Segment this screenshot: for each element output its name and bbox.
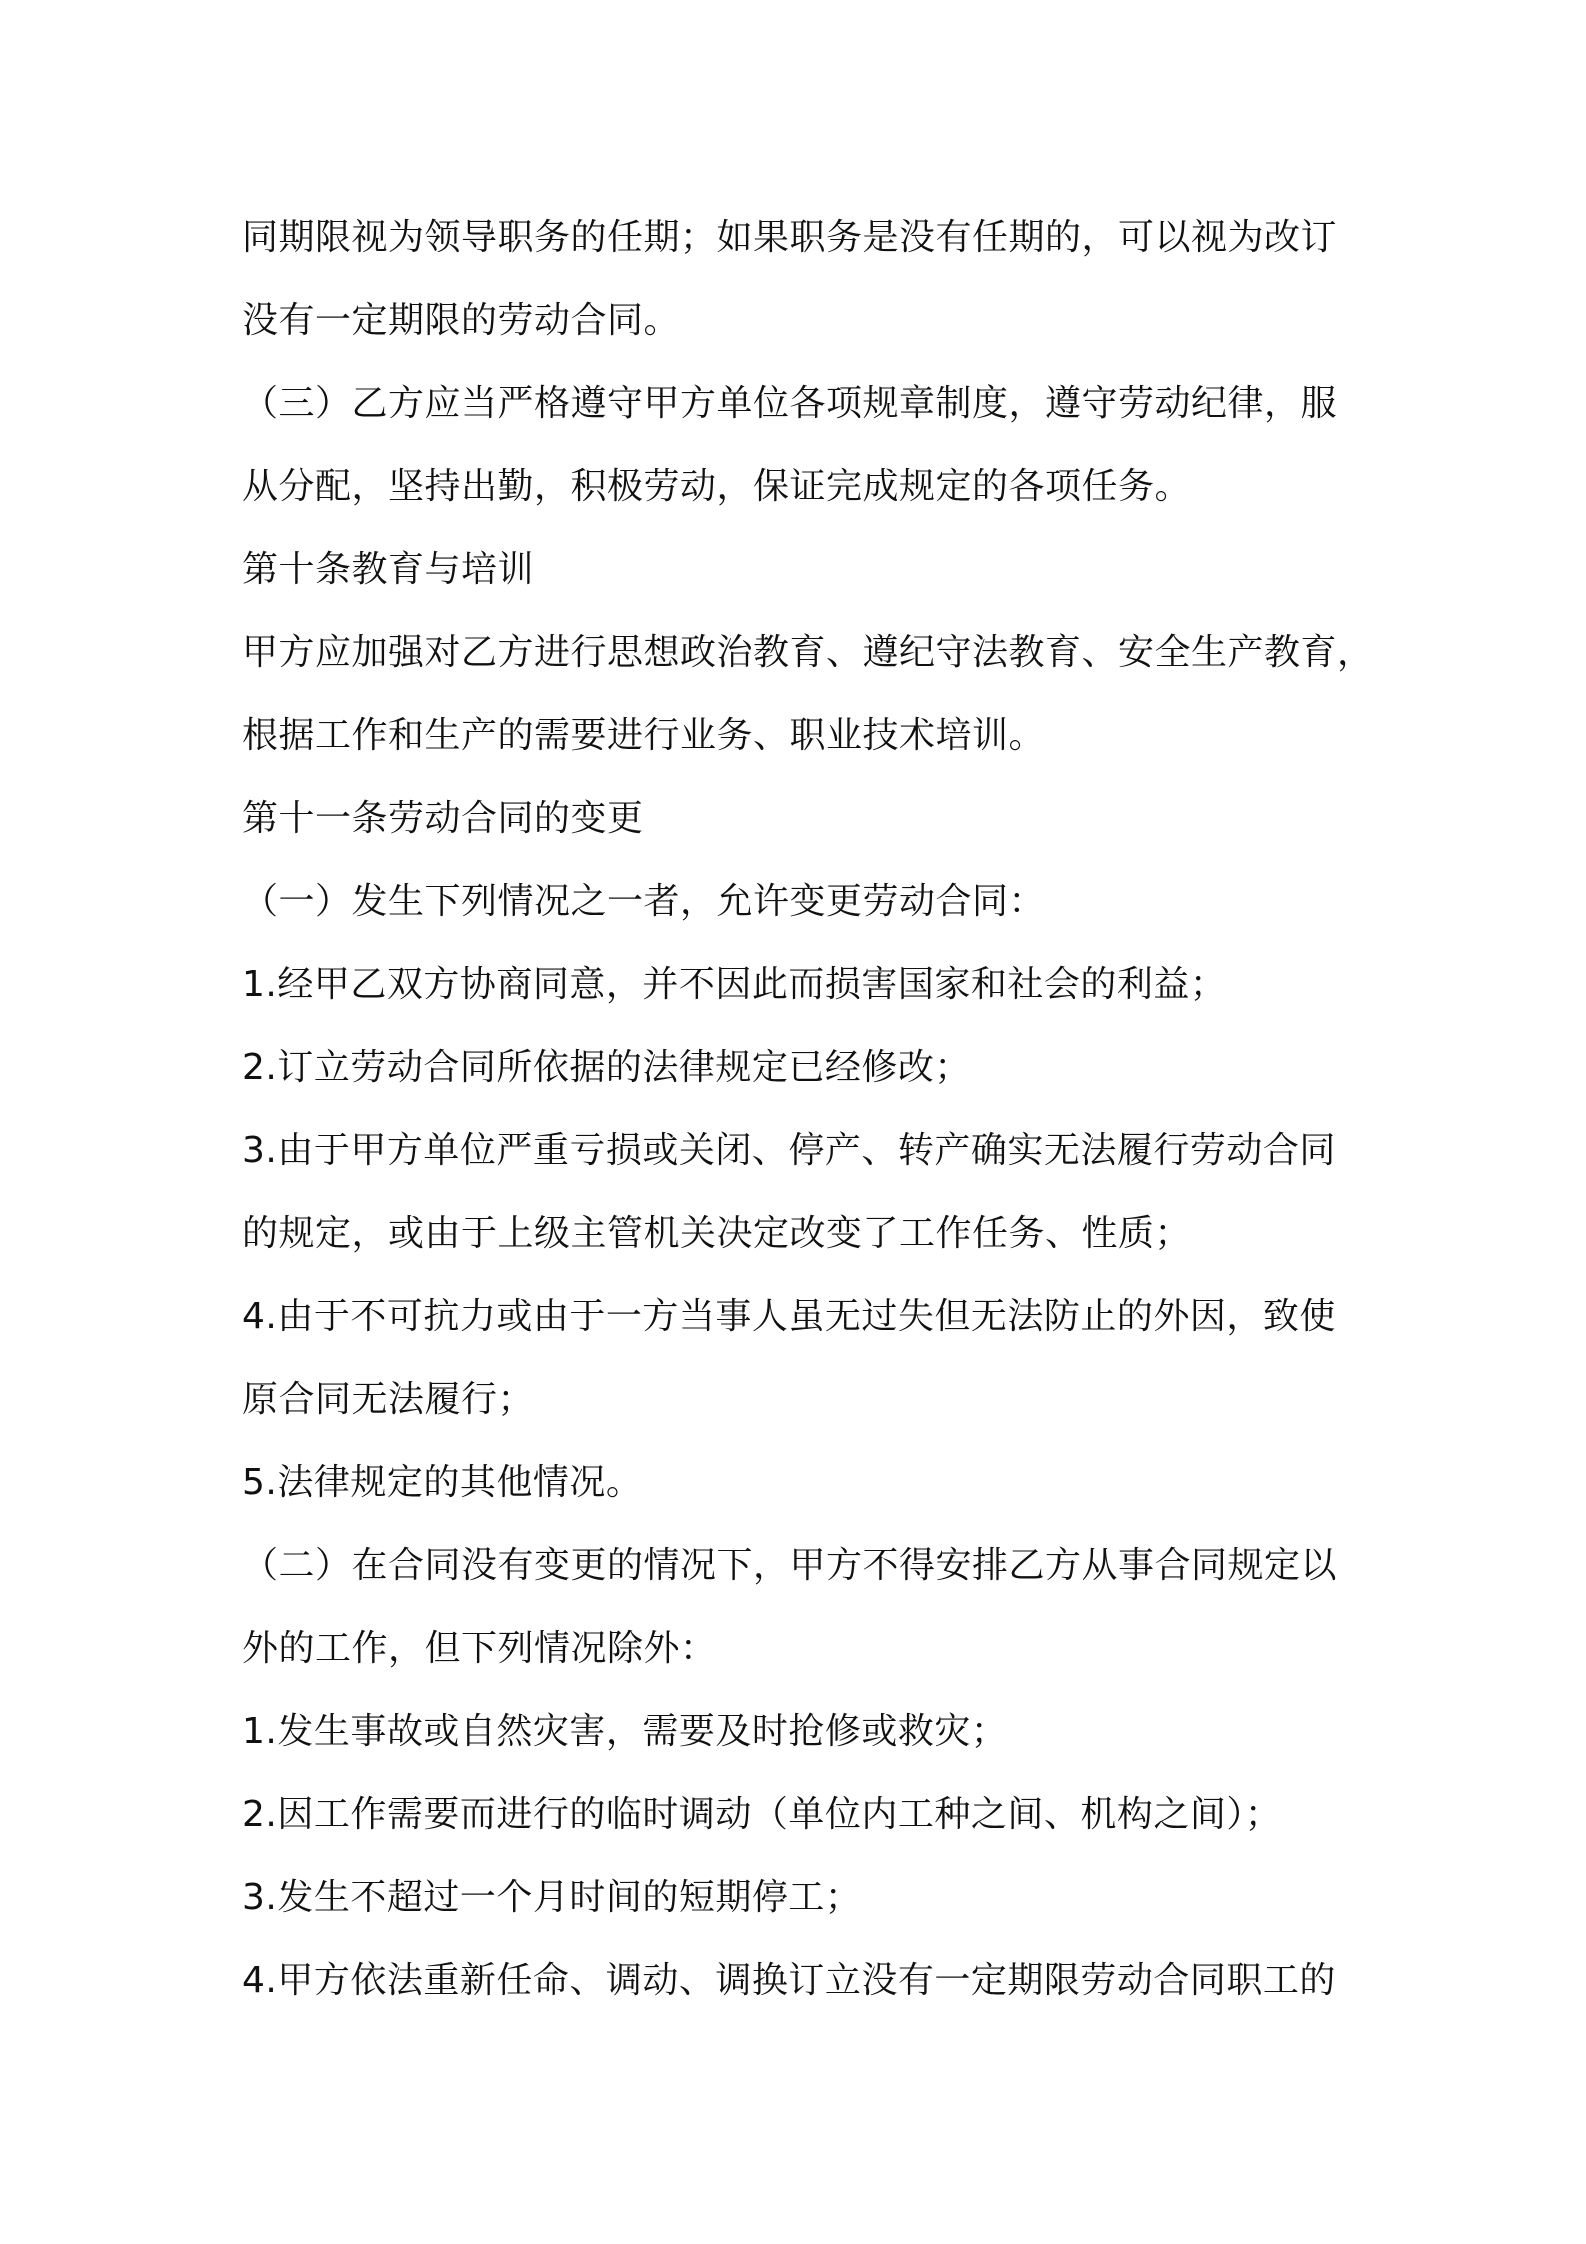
text-line-7: 根据工作和生产的需要进行业务、职业技术培训。 [242,715,1046,756]
text-line-14: 4.由于不可抗力或由于一方当事人虽无过失但无法防止的外因，致使 [242,1296,1336,1337]
text-line-2: 没有一定期限的劳动合同。 [242,300,681,341]
section-heading-article-11: 第十一条劳动合同的变更 [242,798,644,839]
text-line-16: 5.法律规定的其他情况。 [242,1462,643,1503]
text-line-9: （一）发生下列情况之一者，允许变更劳动合同： [242,881,1046,922]
text-line-13: 的规定，或由于上级主管机关决定改变了工作任务、性质； [242,1213,1192,1254]
text-line-19: 1.发生事故或自然灾害，需要及时抢修或救灾； [242,1711,1008,1752]
text-line-4: 从分配，坚持出勤，积极劳动，保证完成规定的各项任务。 [242,466,1192,507]
document-body [242,196,1374,2022]
text-line-18: 外的工作，但下列情况除外： [242,1628,717,1669]
text-line-15: 原合同无法履行； [242,1379,535,1420]
text-line-3: （三）乙方应当严格遵守甲方单位各项规章制度，遵守劳动纪律，服 [242,383,1338,424]
text-line-6: 甲方应加强对乙方进行思想政治教育、遵纪守法教育、安全生产教育， [242,632,1374,673]
section-heading-article-10: 第十条教育与培训 [242,549,535,590]
text-line-11: 2.订立劳动合同所依据的法律规定已经修改； [242,1047,971,1088]
text-line-17: （二）在合同没有变更的情况下，甲方不得安排乙方从事合同规定以 [242,1545,1338,1586]
text-line-10: 1.经甲乙双方协商同意，并不因此而损害国家和社会的利益； [242,964,1227,1005]
text-line-22: 4.甲方依法重新任命、调动、调换订立没有一定期限劳动合同职工的 [242,1960,1336,2001]
text-line-12: 3.由于甲方单位严重亏损或关闭、停产、转产确实无法履行劳动合同 [242,1130,1336,1171]
text-line-1: 同期限视为领导职务的任期；如果职务是没有任期的，可以视为改订 [242,217,1338,258]
text-line-20: 2.因工作需要而进行的临时调动（单位内工种之间、机构之间）； [242,1794,1282,1835]
text-line-21: 3.发生不超过一个月时间的短期停工； [242,1877,862,1918]
